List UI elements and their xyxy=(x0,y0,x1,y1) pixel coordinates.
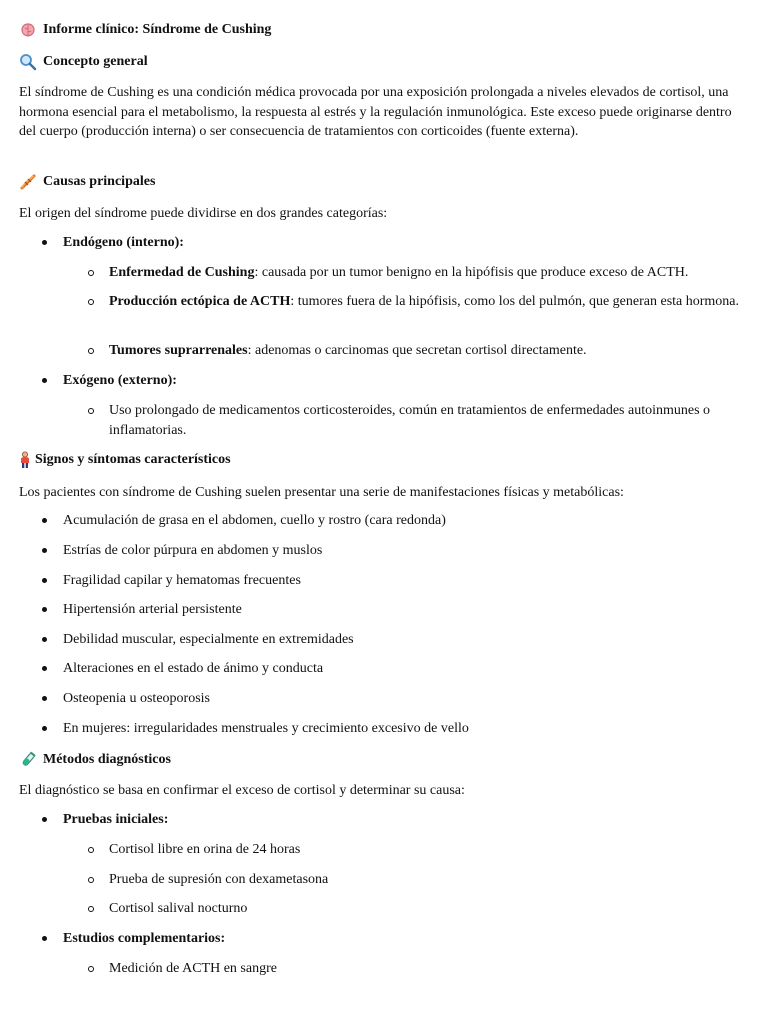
title-text: Informe clínico: Síndrome de Cushing xyxy=(43,22,272,37)
term: Tumores suprarrenales xyxy=(109,343,248,358)
section-heading-text: Causas principales xyxy=(43,174,156,189)
person-icon xyxy=(19,451,31,469)
term: Producción ectópica de ACTH xyxy=(109,294,291,309)
list-item-prueba: Prueba de supresión con dexametasona xyxy=(109,870,749,890)
list-item-subcausa xyxy=(109,292,749,312)
dna-icon xyxy=(19,173,37,191)
list-item-pruebas-iniciales: Pruebas iniciales: xyxy=(63,810,743,830)
term: Enfermedad de Cushing xyxy=(109,265,255,280)
term-description: : tumores fuera de la hipófisis, como los del pulmón, que generan esta hormona. xyxy=(290,294,740,309)
list-item-subcausa xyxy=(109,263,749,283)
section-heading-signos xyxy=(19,451,231,469)
test-tube-icon xyxy=(19,751,37,769)
brain-icon xyxy=(19,21,37,39)
list-item-signo: Hipertensión arterial persistente xyxy=(63,600,743,620)
list-item-prueba: Cortisol libre en orina de 24 horas xyxy=(109,840,749,860)
section-heading-text: Signos y síntomas característicos xyxy=(35,452,231,467)
term-description: : adenomas o carcinomas que secretan cortisol directamente. xyxy=(247,343,587,358)
section-heading-causas xyxy=(19,173,155,191)
list-item-exogeno: Exógeno (externo): xyxy=(63,371,743,391)
list-item-signo: En mujeres: irregularidades menstruales y crecimiento excesivo de vello xyxy=(63,719,743,739)
list-item-prueba: Cortisol salival nocturno xyxy=(109,899,749,919)
causas-intro: El origen del síndrome puede dividirse en dos grandes categorías: xyxy=(19,206,388,221)
term-description: : causada por un tumor benigno en la hipófisis que produce exceso de ACTH. xyxy=(254,265,689,280)
list-item-signo: Osteopenia u osteoporosis xyxy=(63,689,743,709)
list-item-signo: Acumulación de grasa en el abdomen, cuello y rostro (cara redonda) xyxy=(63,511,743,531)
section-heading-text: Métodos diagnósticos xyxy=(43,752,171,767)
list-item-estudio: Medición de ACTH en sangre xyxy=(109,959,749,979)
magnifier-icon xyxy=(19,53,37,71)
section-heading-metodos xyxy=(19,751,171,769)
list-item-signo: Fragilidad capilar y hematomas frecuentes xyxy=(63,571,743,591)
metodos-intro: El diagnóstico se basa en confirmar el exceso de cortisol y determinar su causa: xyxy=(19,783,465,798)
concepto-paragraph: El síndrome de Cushing es una condición médica provocada por una exposición prolongada a niveles elevados de cortisol, una hormona esencial para el metabolismo, la respuesta al estrés y la regulación inmunológica. Este exceso puede originarse dentro del cuerpo (producción interna) o ser consecuencia de tratamientos con corticoides (fuente externa). xyxy=(19,85,732,139)
list-item-estudios-complementarios: Estudios complementarios: xyxy=(63,929,743,949)
section-heading-text: Concepto general xyxy=(43,54,148,69)
list-item-endogeno: Endógeno (interno): xyxy=(63,233,743,253)
list-item-subcausa: Uso prolongado de medicamentos corticosteroides, común en tratamientos de enfermedades autoinmunes o inflamatorias. xyxy=(109,401,749,440)
section-heading-concepto xyxy=(19,53,148,71)
signos-intro: Los pacientes con síndrome de Cushing suelen presentar una serie de manifestaciones físicas y metabólicas: xyxy=(19,485,624,500)
document-title xyxy=(19,21,271,39)
list-item-subcausa xyxy=(109,341,749,361)
list-item-signo: Debilidad muscular, especialmente en extremidades xyxy=(63,630,743,650)
list-item-signo: Estrías de color púrpura en abdomen y muslos xyxy=(63,541,743,561)
list-item-signo: Alteraciones en el estado de ánimo y conducta xyxy=(63,659,743,679)
